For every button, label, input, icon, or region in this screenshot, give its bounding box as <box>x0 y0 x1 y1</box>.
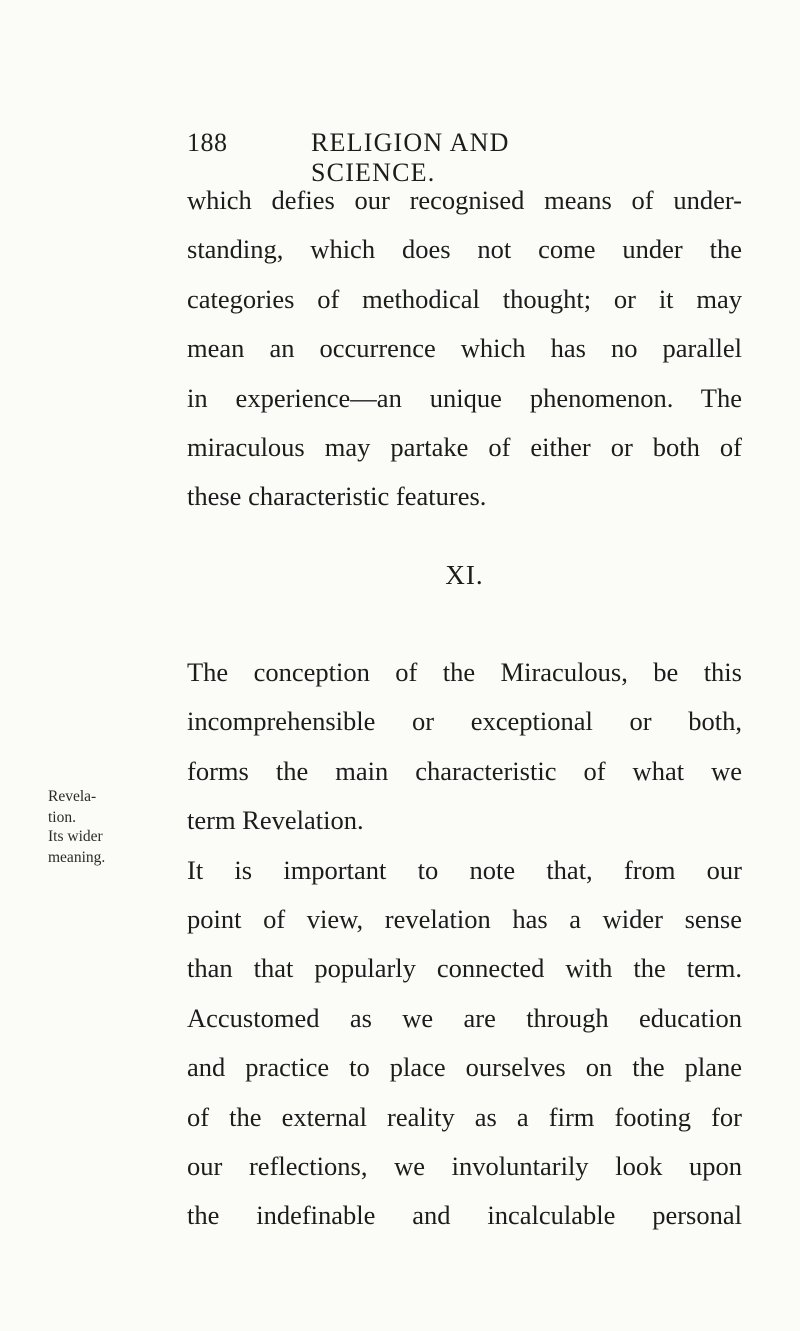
page-number: 188 <box>187 128 228 157</box>
running-head <box>187 128 637 187</box>
text-line: in experience—an unique phenomenon. The <box>187 382 742 413</box>
text-line: It is important to note that, from our <box>187 854 742 885</box>
text-line: forms the main characteristic of what we <box>187 755 742 786</box>
text-line: miraculous may partake of either or both of <box>187 431 742 462</box>
paragraph-continued <box>187 176 742 522</box>
text-line: mean an occurrence which has no parallel <box>187 333 742 364</box>
text-line: Accustomed as we are through education <box>187 1002 742 1033</box>
text-line: which defies our recognised means of under- <box>187 185 742 215</box>
sidenote-line: meaning. <box>48 849 106 866</box>
text-line: of the external reality as a firm footing for <box>187 1101 742 1132</box>
text-line: point of view, revelation has a wider sense <box>187 903 742 934</box>
text-line: the indefinable and incalculable personal <box>187 1200 742 1231</box>
text-line: incomprehensible or exceptional or both, <box>187 706 742 737</box>
sidenote-line: Revela- <box>48 788 97 805</box>
sidenote-line: tion. <box>48 809 76 826</box>
text-line: and practice to place ourselves on the plane <box>187 1052 742 1083</box>
sidenote-wider-meaning <box>48 826 148 868</box>
text-line: our reflections, we involuntarily look upon <box>187 1150 742 1181</box>
text-line: standing, which does not come under the <box>187 234 742 265</box>
text-line: these characteristic features. <box>187 481 487 512</box>
text-line: The conception of the Miraculous, be this <box>187 657 742 687</box>
text-line: term Revelation. <box>187 805 364 836</box>
section-heading: XI. <box>445 560 484 590</box>
sidenote-revelation <box>48 786 148 828</box>
text-line: categories of methodical thought; or it may <box>187 283 742 314</box>
text-line: than that popularly connected with the term. <box>187 953 742 984</box>
sidenote-line: Its wider <box>48 828 103 845</box>
running-title: RELIGION AND SCIENCE. <box>311 128 510 187</box>
paragraph-section-xi <box>187 648 742 1241</box>
